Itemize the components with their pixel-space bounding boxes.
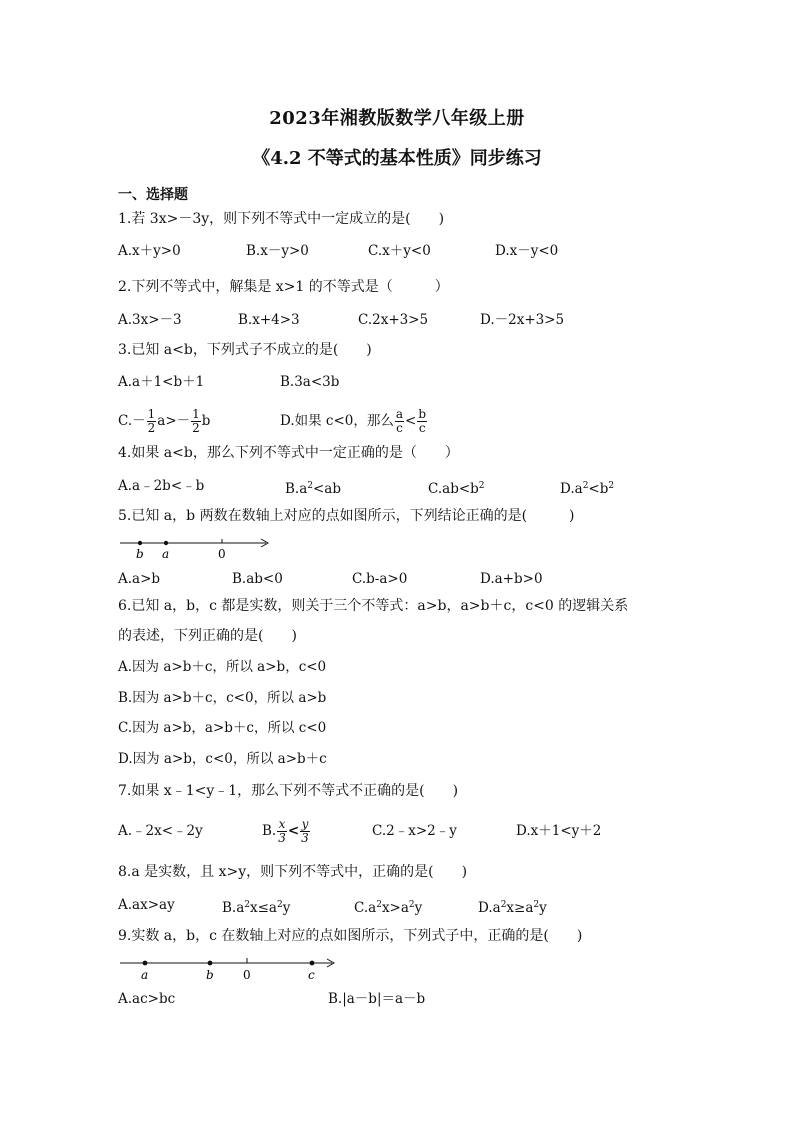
- q8-option-a: A.ax>ay: [118, 897, 175, 913]
- q5-number-line: [118, 533, 278, 563]
- q7-option-b: B. $\frac{x}{3}$ < $\frac{y}{3}$: [262, 817, 309, 845]
- q5-label-a: a: [162, 547, 170, 561]
- q9-point-b: [208, 961, 213, 966]
- q9-label-a: a: [141, 968, 149, 982]
- q7-option-d: D.x＋1<y＋2: [516, 823, 602, 839]
- q6-option-c: C.因为 a>b，a>b＋c，所以 c<0: [118, 720, 327, 736]
- q3-c-fraction-1: $\frac{1}{2}$: [147, 407, 156, 435]
- q5-stem: 5.已知 a，b 两数在数轴上对应的点如图所示，下列结论正确的是( ): [118, 508, 575, 524]
- q9-stem: 9.实数 a，b，c 在数轴上对应的点如图所示，下列式子中，正确的是( ): [118, 928, 583, 944]
- q4-option-d: $D.a^2<b^2$: [560, 481, 615, 497]
- q5-point-b: [138, 541, 142, 545]
- q3-d-fraction-2: $\frac{b}{c}$: [418, 407, 427, 435]
- q8-option-b: $B.a^2x\le a^2y$: [222, 900, 291, 916]
- q5-option-b: B.ab<0: [232, 571, 283, 587]
- q3-option-b: B.3a<3b: [280, 374, 340, 390]
- q9-point-c: [310, 961, 315, 966]
- q9-point-a: [143, 961, 148, 966]
- q5-point-a: [164, 541, 168, 545]
- q2-option-a: A.3x>－3: [118, 312, 182, 328]
- q6-option-b: B.因为 a>b＋c，c<0，所以 a>b: [118, 690, 327, 706]
- q2-option-b: B.x+4>3: [238, 312, 300, 328]
- q3-option-d: D.如果 c<0，那么 $\frac{a}{c}$ < $\frac{b}{c}$: [280, 407, 427, 435]
- q5-label-zero: 0: [218, 547, 226, 561]
- q1-option-a: A.x＋y>0: [118, 243, 181, 259]
- q9-option-a: A.ac>bc: [118, 991, 176, 1007]
- q3-c-fraction-2: $\frac{1}{2}$: [192, 407, 200, 435]
- q6-stem-line-1: 6.已知 a，b，c 都是实数，则关于三个不等式：a>b，a>b＋c，c<0 的逻辑关系: [118, 598, 629, 614]
- q5-option-d: D.a+b>0: [480, 571, 543, 587]
- q7-b-fraction-1: $\frac{x}{3}$: [278, 817, 286, 845]
- q6-option-a: A.因为 a>b＋c，所以 a>b，c<0: [118, 659, 327, 675]
- q6-option-d: D.因为 a>b，c<0，所以 a>b＋c: [118, 751, 327, 767]
- page-subtitle: 《4.2 不等式的基本性质》同步练习: [252, 148, 542, 169]
- q7-b-fraction-2: $\frac{y}{3}$: [301, 817, 309, 845]
- q8-option-d: $D.a^2x\ge a^2y$: [478, 900, 547, 916]
- q5-option-c: C.b-a>0: [352, 571, 408, 587]
- q3-stem: 3.已知 a<b，下列式子不成立的是( ): [118, 342, 372, 358]
- q2-option-d: D.－2x+3>5: [480, 312, 565, 328]
- q7-stem: 7.如果 x﹣1<y﹣1，那么下列不等式不正确的是( ): [118, 783, 459, 799]
- q4-stem: 4.如果 a<b，那么下列不等式中一定正确的是（ ）: [118, 445, 459, 461]
- section-heading: 一、选择题: [118, 187, 188, 203]
- q1-stem: 1.若 3x>－3y，则下列不等式中一定成立的是( ): [118, 211, 445, 227]
- q3-option-a: A.a＋1<b＋1: [118, 374, 205, 390]
- q9-label-b: b: [206, 968, 214, 982]
- q5-label-b: b: [136, 547, 144, 561]
- q8-option-c: $C.a^2x>a^2y$: [354, 900, 423, 916]
- q2-option-c: C.2x+3>5: [358, 312, 429, 328]
- q1-option-d: D.x－y<0: [495, 243, 559, 259]
- q7-option-a: A.﹣2x<﹣2y: [118, 823, 203, 839]
- q5-option-a: A.a>b: [118, 571, 161, 587]
- q2-stem: 2.下列不等式中，解集是 x>1 的不等式是（ ）: [118, 279, 449, 295]
- q3-d-fraction-1: $\frac{a}{c}$: [395, 407, 404, 435]
- page-title: 2023年湘教版数学八年级上册: [269, 108, 525, 129]
- q9-number-line: [118, 953, 348, 985]
- q9-label-c: c: [308, 968, 315, 982]
- q9-label-zero: 0: [243, 968, 251, 982]
- q4-option-b: $B.a^2<ab$: [285, 481, 342, 497]
- q6-stem-line-2: 的表述，下列正确的是( ): [118, 628, 297, 644]
- q8-stem: 8.a 是实数，且 x>y，则下列不等式中，正确的是( ): [118, 864, 468, 880]
- q1-option-b: B.x－y>0: [246, 243, 309, 259]
- q4-option-c: $C.ab<b^2$: [428, 481, 485, 497]
- q3-option-c: C.－ $\frac{1}{2}$ a>－ $\frac{1}{2}$ b: [118, 407, 211, 435]
- q1-option-c: C.x＋y<0: [368, 243, 431, 259]
- q7-option-c: C.2﹣x>2﹣y: [372, 823, 457, 839]
- q9-option-b: B.|a－b|＝a－b: [328, 991, 426, 1007]
- q4-option-a: A.a﹣2b<﹣b: [118, 478, 205, 494]
